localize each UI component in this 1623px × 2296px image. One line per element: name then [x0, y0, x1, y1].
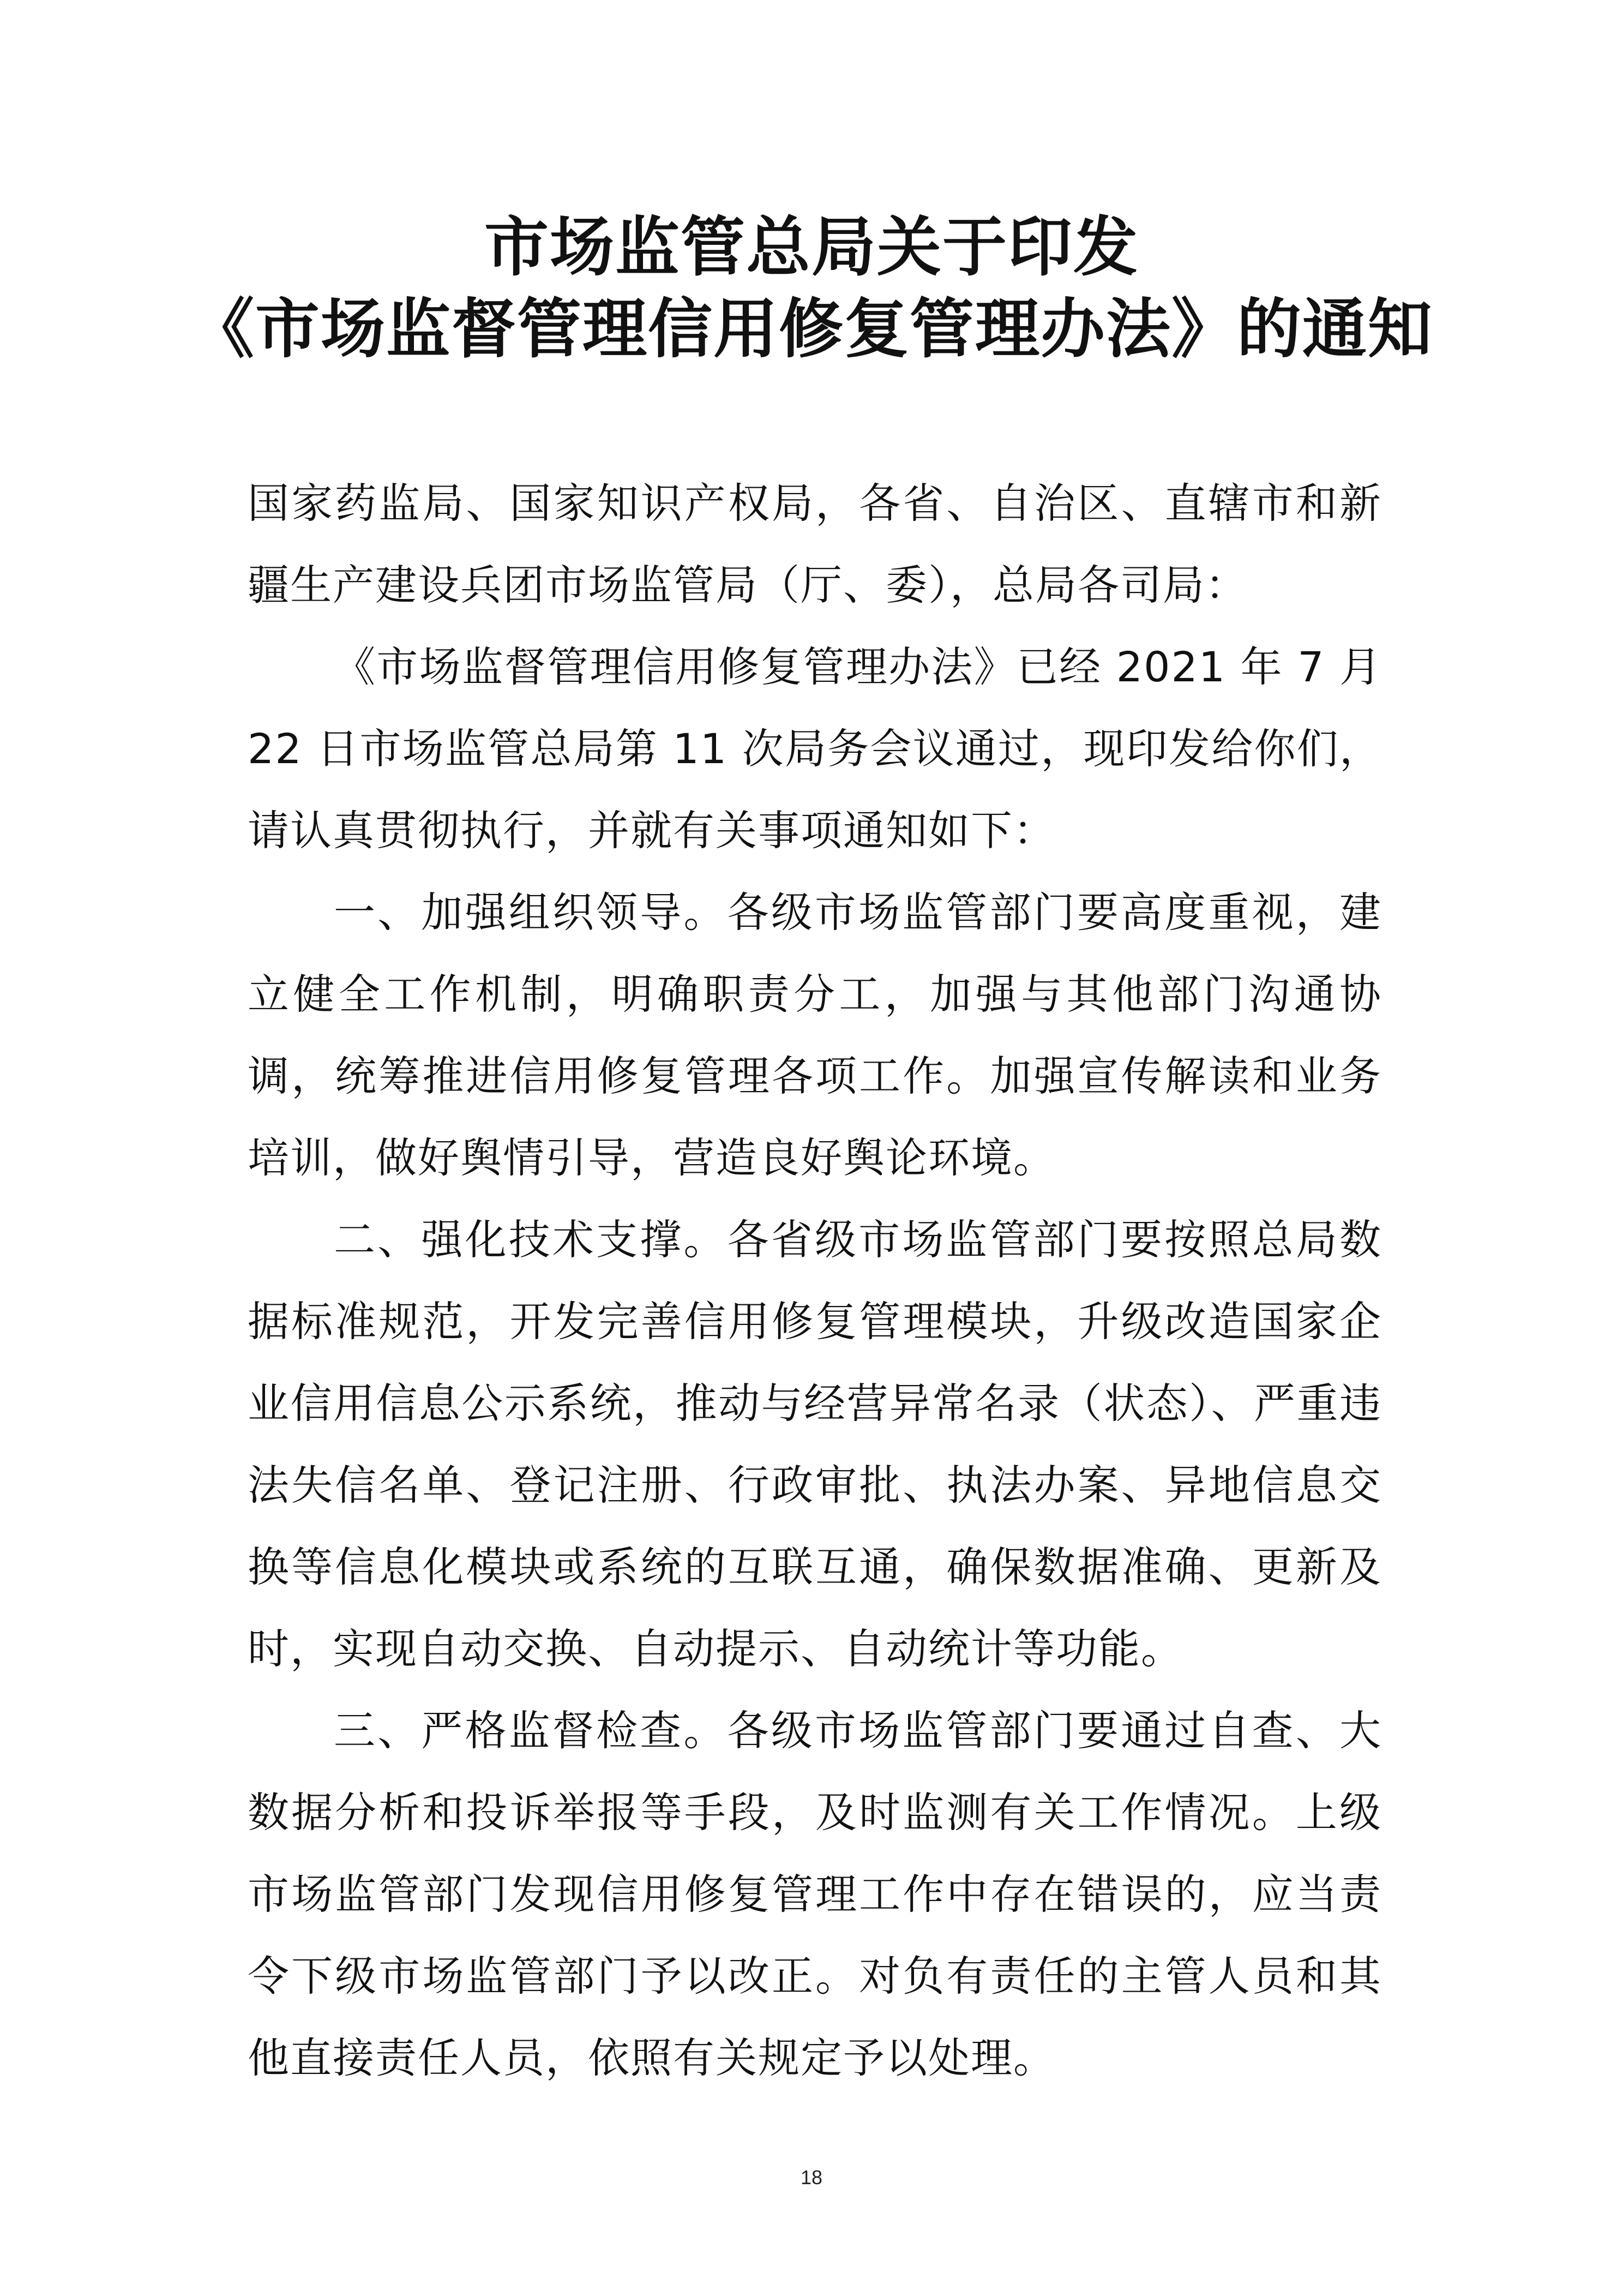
paragraph-technical-support: 二、强化技术支撑。各省级市场监管部门要按照总局数据标准规范，开发完善信用修复管理模块，升级改造国家企业信用信息公示系统，推动与经营异常名录（状态）、严重违法失信名单、登记注册、行政审批、执法办案、异地信息交换等信息化模块或系统的互联互通，确保数据准确、更新及时，实现自动交换、自动提示、自动统计等功能。: [248, 1215, 1382, 1673]
paragraph-intro: 《市场监督管理信用修复管理办法》已经 2021 年 7 月 22 日市场监管总局第 11 次局务会议通过，现印发给你们，请认真贯彻执行，并就有关事项通知如下：: [248, 643, 1382, 855]
document-body: [248, 463, 1382, 2099]
paragraph-organization-leadership: 一、加强组织领导。各级市场监管部门要高度重视，建立健全工作机制，明确职责分工，加强与其他部门沟通协调，统筹推进信用修复管理各项工作。加强宣传解读和业务培训，做好舆情引导，营造良好舆论环境。: [248, 888, 1382, 1182]
addressee: 国家药监局、国家知识产权局，各省、自治区、直辖市和新疆生产建设兵团市场监管局（厅、委），总局各司局：: [248, 479, 1382, 609]
page-number: 18: [800, 2166, 823, 2189]
document-title-line-2: 《市场监督管理信用修复管理办法》的通知: [189, 291, 1433, 367]
paragraph-supervision-inspection: 三、严格监督检查。各级市场监管部门要通过自查、大数据分析和投诉举报等手段，及时监测有关工作情况。上级市场监管部门发现信用修复管理工作中存在错误的，应当责令下级市场监管部门予以改正。对负有责任的主管人员和其他直接责任人员，依照有关规定予以处理。: [248, 1706, 1382, 2082]
document-title-line-1: 市场监管总局关于印发: [484, 209, 1139, 285]
